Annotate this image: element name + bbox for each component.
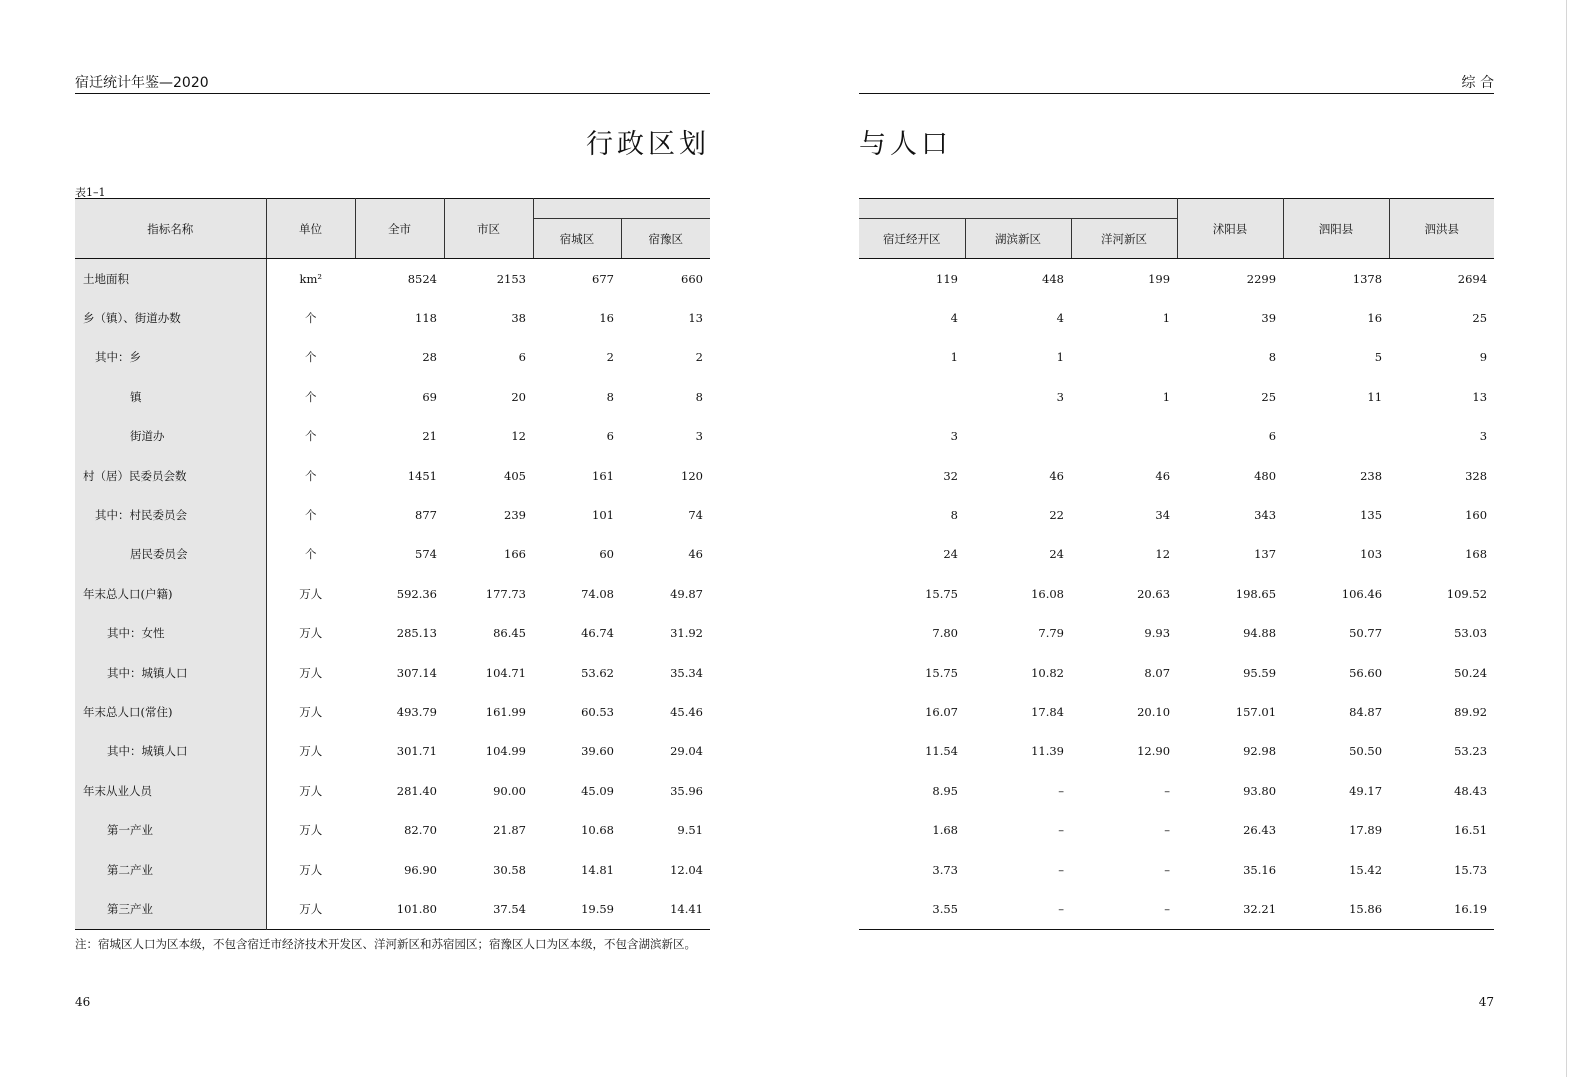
table-cell: 45.09 (581, 783, 614, 798)
table-cell: 60 (599, 547, 614, 562)
row-label: 其中：乡 (75, 338, 266, 377)
table-cell: 17.89 (1349, 823, 1383, 838)
table-cell: 94.88 (1243, 626, 1277, 641)
table-cell: 15.73 (1454, 862, 1488, 877)
table-cell: 7.80 (932, 626, 958, 641)
row-label: 其中：城镇人口 (75, 653, 266, 692)
table-cell: 8.07 (1144, 665, 1171, 680)
header-hubin: 湖滨新区 (965, 219, 1071, 259)
table-cell: 25 (1261, 389, 1277, 404)
table-cell: 4 (1056, 311, 1064, 326)
table-cell: 161 (592, 468, 614, 483)
row-label: 第三产业 (75, 889, 266, 929)
table-cell: 101.80 (396, 901, 437, 916)
table-cell: 10.68 (581, 823, 614, 838)
row-unit: 万人 (299, 586, 323, 601)
table-cell: 50.24 (1454, 665, 1488, 680)
table-cell: 24 (1049, 547, 1064, 562)
table-cell: 84.87 (1349, 704, 1383, 719)
table-cell: 8524 (407, 271, 437, 286)
row-label: 乡（镇）、街道办数 (75, 298, 266, 337)
header-siyang: 泗阳县 (1283, 199, 1389, 259)
table-cell: 12.04 (670, 862, 703, 877)
table-cell: 8 (950, 508, 958, 523)
table-cell: 17.84 (1031, 704, 1064, 719)
table-cell: 20.63 (1137, 586, 1171, 601)
data-table-left (75, 198, 710, 930)
row-label: 年末从业人员 (75, 771, 266, 810)
table-cell: 15.75 (925, 665, 958, 680)
header-rule-right (859, 93, 1494, 94)
table-row (859, 377, 1494, 416)
table-cell: 60.53 (581, 704, 614, 719)
table-cell: 4 (950, 311, 958, 326)
table-cell: 8 (1268, 350, 1277, 365)
table-cell (1071, 338, 1177, 377)
table-cell: 3 (1479, 429, 1488, 444)
row-label: 第一产业 (75, 810, 266, 849)
table-cell: 25 (1472, 311, 1488, 326)
table-row (859, 653, 1494, 692)
table-row (859, 417, 1494, 456)
table-cell: 405 (504, 468, 526, 483)
table-row (859, 614, 1494, 653)
table-row (859, 850, 1494, 889)
row-unit: 个 (305, 468, 317, 483)
table-cell: 877 (415, 508, 437, 523)
table-cell: – (1164, 783, 1171, 798)
table-cell: 8 (695, 389, 703, 404)
row-label: 街道办 (75, 417, 266, 456)
table-row (859, 574, 1494, 613)
table-cell: 24 (943, 547, 958, 562)
table-row (75, 535, 710, 574)
table-cell: 6 (518, 350, 526, 365)
header-suyu: 宿豫区 (621, 219, 710, 259)
table-row (75, 456, 710, 495)
header-yanghe: 洋河新区 (1071, 219, 1177, 259)
table-cell: 82.70 (404, 823, 437, 838)
table-cell: 35.96 (670, 783, 703, 798)
table-cell: 49.17 (1349, 783, 1383, 798)
table-row (859, 889, 1494, 929)
table-row (859, 456, 1494, 495)
table-cell: 48.43 (1454, 783, 1488, 798)
row-unit: 万人 (299, 901, 323, 916)
table-row (75, 771, 710, 810)
table-cell: 104.71 (485, 665, 526, 680)
table-cell: 3 (695, 429, 703, 444)
table-cell: 74 (688, 508, 703, 523)
table-cell: 9.93 (1144, 626, 1171, 641)
table-cell: 301.71 (396, 744, 437, 759)
table-cell: 89.92 (1454, 704, 1488, 719)
table-row (75, 495, 710, 534)
table-cell: 160 (1465, 508, 1488, 523)
table-cell: 53.62 (581, 665, 614, 680)
table-cell: 50.50 (1349, 744, 1383, 759)
page-title-right: 与人口 (859, 129, 952, 160)
table-cell: 3 (950, 429, 958, 444)
page-title-left: 行政区划 (586, 129, 710, 160)
header-indicator: 指标名称 (75, 199, 266, 259)
table-cell: 13 (688, 311, 703, 326)
table-cell: 29.04 (670, 744, 703, 759)
table-body-right (859, 259, 1494, 930)
data-table-right (859, 198, 1494, 930)
table-cell: 1 (1162, 389, 1171, 404)
table-cell: 135 (1360, 508, 1383, 523)
page-number-left: 46 (75, 995, 91, 1009)
table-cell: 31.92 (670, 626, 703, 641)
table-row (75, 574, 710, 613)
table-cell: 493.79 (396, 704, 437, 719)
row-unit: 万人 (299, 823, 323, 838)
table-cell: 677 (592, 271, 614, 286)
table-cell: 16 (1367, 311, 1383, 326)
table-cell: 7.79 (1038, 626, 1064, 641)
table-cell: 9.51 (677, 823, 703, 838)
table-row (75, 377, 710, 416)
table-cell: 20 (511, 389, 526, 404)
table-cell: 2299 (1246, 271, 1277, 286)
table-cell: 238 (1360, 468, 1383, 483)
table-cell: 8.95 (932, 783, 958, 798)
table-cell: – (1164, 901, 1171, 916)
header-city: 全市 (355, 199, 444, 259)
table-cell: 16.07 (925, 704, 958, 719)
table-cell: 448 (1042, 271, 1064, 286)
table-cell: – (1058, 823, 1064, 838)
table-cell: 6 (606, 429, 614, 444)
table-cell: 21 (422, 429, 437, 444)
table-cell: 46 (1049, 468, 1064, 483)
row-unit: 个 (305, 311, 317, 326)
table-cell: 15.75 (925, 586, 958, 601)
table-cell: 21.87 (493, 823, 526, 838)
table-row (75, 810, 710, 849)
table-cell: 307.14 (396, 665, 437, 680)
table-cell: 14.41 (670, 901, 703, 916)
table-cell: 16.51 (1454, 823, 1488, 838)
table-row (75, 653, 710, 692)
table-cell: 37.54 (493, 901, 526, 916)
table-cell: 95.59 (1243, 665, 1277, 680)
table-cell: 10.82 (1031, 665, 1064, 680)
table-cell: 285.13 (396, 626, 437, 641)
table-cell: 53.03 (1454, 626, 1488, 641)
table-row (75, 850, 710, 889)
table-cell: 592.36 (396, 586, 437, 601)
table-cell: – (1058, 783, 1064, 798)
table-cell: 161.99 (485, 704, 526, 719)
table-cell: 39.60 (581, 744, 614, 759)
row-label: 其中：村民委员会 (75, 495, 266, 534)
row-unit: 个 (305, 547, 317, 562)
row-unit: 个 (305, 508, 317, 523)
table-cell: 15.42 (1349, 862, 1383, 877)
row-unit: 万人 (299, 862, 323, 877)
table-cell: 56.60 (1349, 665, 1383, 680)
table-body-left (75, 259, 710, 930)
table-row (859, 298, 1494, 337)
table-cell: 2 (695, 350, 703, 365)
table-cell: 660 (681, 271, 703, 286)
table-cell: 168 (1465, 547, 1488, 562)
header-urban: 市区 (444, 199, 533, 259)
header-urban-group (533, 199, 710, 219)
table-cell: 101 (592, 508, 614, 523)
table-cell: 6 (1268, 429, 1277, 444)
table-cell: 69 (422, 389, 437, 404)
table-cell: 12.90 (1137, 744, 1171, 759)
table-cell: 39 (1261, 311, 1277, 326)
header-district-group (859, 199, 1177, 219)
row-label: 居民委员会 (75, 535, 266, 574)
table-cell: 16 (599, 311, 614, 326)
table-row (75, 259, 710, 299)
table-cell: 34 (1155, 508, 1171, 523)
table-cell: 5 (1374, 350, 1383, 365)
table-cell: 46 (1155, 468, 1171, 483)
table-cell: 2153 (496, 271, 526, 286)
row-label: 镇 (75, 377, 266, 416)
table-cell: 137 (1254, 547, 1277, 562)
table-row (859, 732, 1494, 771)
table-cell: 109.52 (1446, 586, 1488, 601)
table-cell: 157.01 (1235, 704, 1277, 719)
table-cell: 2694 (1457, 271, 1488, 286)
table-cell: 1 (1056, 350, 1064, 365)
table-cell: 480 (1254, 468, 1277, 483)
table-row (75, 732, 710, 771)
table-cell: 1 (950, 350, 958, 365)
table-cell: 574 (415, 547, 437, 562)
table-cell: 199 (1148, 271, 1171, 286)
row-label: 土地面积 (75, 259, 266, 299)
table-cell: 11 (1367, 389, 1383, 404)
row-label: 其中：城镇人口 (75, 732, 266, 771)
table-cell: 11.39 (1031, 744, 1064, 759)
table-cell: 119 (936, 271, 958, 286)
table-cell: 3.73 (932, 862, 958, 877)
table-cell (965, 417, 1071, 456)
row-unit: 个 (305, 429, 317, 444)
table-row (859, 338, 1494, 377)
table-cell: 13 (1472, 389, 1488, 404)
table-cell: 96.90 (404, 862, 437, 877)
table-row (859, 692, 1494, 731)
table-cell: 12 (1155, 547, 1171, 562)
table-row (859, 495, 1494, 534)
table-cell: 103 (1360, 547, 1383, 562)
table-cell: 104.99 (485, 744, 526, 759)
row-label: 村（居）民委员会数 (75, 456, 266, 495)
row-unit: 万人 (299, 626, 323, 641)
header-sihong: 泗洪县 (1389, 199, 1494, 259)
table-row (859, 771, 1494, 810)
header-kaifa: 宿迁经开区 (859, 219, 965, 259)
table-row (75, 889, 710, 929)
table-cell: 53.23 (1454, 744, 1488, 759)
table-cell: 1451 (407, 468, 437, 483)
table-cell: 16.08 (1031, 586, 1064, 601)
table-row (75, 692, 710, 731)
table-cell: 11.54 (925, 744, 958, 759)
table-cell: 35.34 (670, 665, 703, 680)
header-rule-left (75, 93, 710, 94)
header-unit: 单位 (266, 199, 355, 259)
table-row (75, 298, 710, 337)
table-cell: – (1164, 823, 1171, 838)
table-cell: 92.98 (1243, 744, 1277, 759)
row-unit: 万人 (299, 744, 323, 759)
table-cell: 46 (688, 547, 703, 562)
table-cell: 198.65 (1235, 586, 1277, 601)
table-cell: 32.21 (1243, 901, 1277, 916)
table-cell: 177.73 (485, 586, 526, 601)
table-cell: 15.86 (1349, 901, 1383, 916)
table-cell: 343 (1254, 508, 1277, 523)
table-cell: 35.16 (1243, 862, 1277, 877)
left-page (0, 0, 793, 1077)
row-unit: 万人 (299, 704, 323, 719)
row-label: 年末总人口(户籍) (75, 574, 266, 613)
table-note: 注：宿城区人口为区本级，不包含宿迁市经济技术开发区、洋河新区和苏宿园区；宿豫区人口为区本级，不包含湖滨新区。 (75, 937, 696, 951)
table-cell: 28 (422, 350, 437, 365)
table-cell (859, 377, 965, 416)
table-cell: 3 (1056, 389, 1064, 404)
table-cell: 38 (511, 311, 526, 326)
table-cell: 106.46 (1341, 586, 1383, 601)
table-number: 表1–1 (75, 186, 106, 199)
row-label: 其中：女性 (75, 614, 266, 653)
table-cell: 19.59 (581, 901, 614, 916)
table-row (75, 614, 710, 653)
row-unit: 万人 (299, 665, 323, 680)
table-cell: 166 (504, 547, 526, 562)
table-cell: – (1058, 901, 1064, 916)
header-sucheng: 宿城区 (533, 219, 621, 259)
table-cell: 1378 (1352, 271, 1383, 286)
row-unit: 个 (305, 389, 317, 404)
table-cell: 1.68 (932, 823, 958, 838)
table-cell: 20.10 (1137, 704, 1171, 719)
table-cell: 32 (943, 468, 958, 483)
table-cell: 328 (1465, 468, 1488, 483)
table-cell: 86.45 (493, 626, 526, 641)
running-head-right: 综 合 (1461, 75, 1494, 91)
table-cell: 90.00 (493, 783, 526, 798)
row-label: 第二产业 (75, 850, 266, 889)
running-head-left: 宿迁统计年鉴—2020 (75, 75, 209, 91)
table-cell: 30.58 (493, 862, 526, 877)
row-label: 年末总人口(常住) (75, 692, 266, 731)
table-cell: 49.87 (670, 586, 703, 601)
table-cell: 2 (606, 350, 614, 365)
table-cell: 118 (415, 311, 437, 326)
table-cell: 22 (1049, 508, 1064, 523)
table-cell: 3.55 (932, 901, 958, 916)
table-cell: 8 (606, 389, 614, 404)
table-cell: 50.77 (1349, 626, 1383, 641)
row-unit: km² (299, 271, 322, 286)
row-unit: 万人 (299, 783, 323, 798)
row-unit: 个 (305, 350, 317, 365)
table-cell: 26.43 (1243, 823, 1277, 838)
table-cell (1071, 417, 1177, 456)
table-cell: 14.81 (581, 862, 614, 877)
table-cell: 239 (504, 508, 526, 523)
table-cell: 120 (681, 468, 703, 483)
page-number-right: 47 (1478, 995, 1494, 1009)
table-cell: 74.08 (581, 586, 614, 601)
page-edge (1566, 0, 1567, 1077)
table-cell: 46.74 (581, 626, 614, 641)
table-row (859, 810, 1494, 849)
right-page (793, 0, 1587, 1077)
table-row (859, 535, 1494, 574)
table-cell: 281.40 (396, 783, 437, 798)
table-cell: 1 (1162, 311, 1171, 326)
header-shuyang: 沭阳县 (1177, 199, 1283, 259)
table-cell (1283, 417, 1389, 456)
table-row (859, 259, 1494, 299)
table-row (75, 417, 710, 456)
table-cell: – (1058, 862, 1064, 877)
table-cell: 12 (511, 429, 526, 444)
table-cell: – (1164, 862, 1171, 877)
table-cell: 16.19 (1454, 901, 1488, 916)
table-cell: 45.46 (670, 704, 703, 719)
table-cell: 9 (1479, 350, 1488, 365)
table-row (75, 338, 710, 377)
table-cell: 93.80 (1243, 783, 1277, 798)
